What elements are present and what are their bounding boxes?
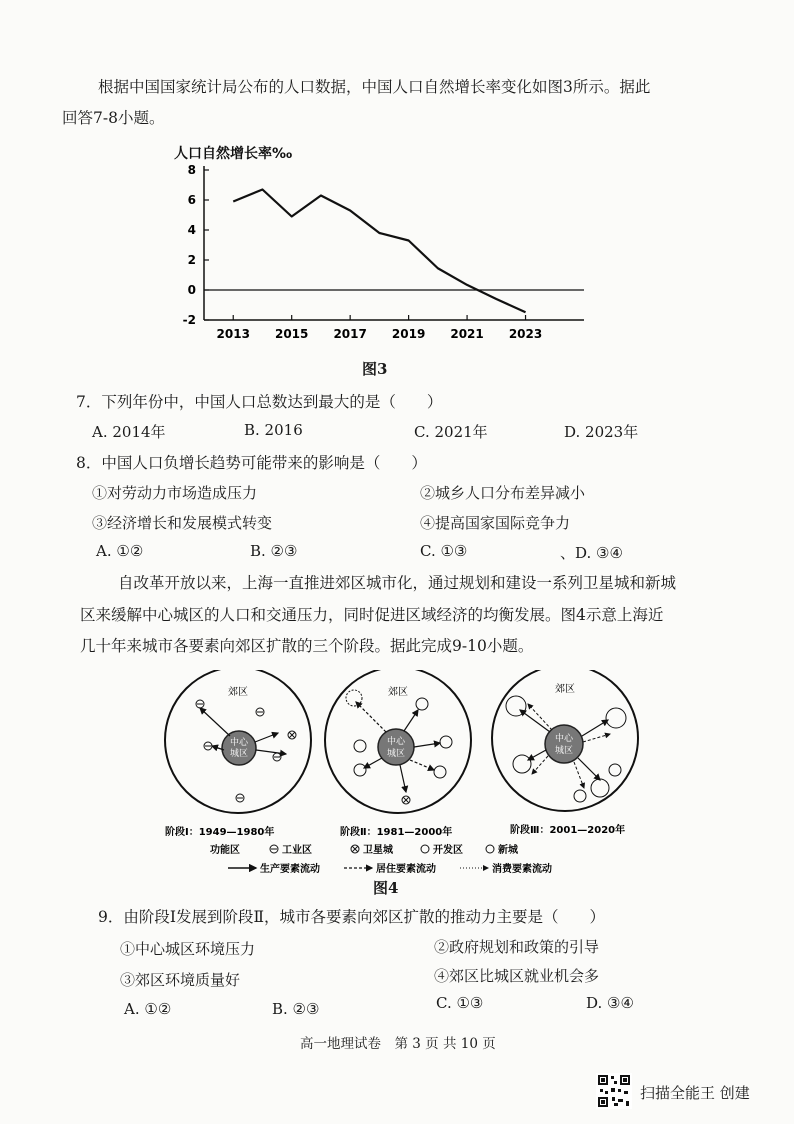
q9-option-b: B. ②③ — [272, 1000, 320, 1018]
chart-axes — [183, 163, 584, 341]
chart-x-tick-label: 2019 — [391, 327, 426, 341]
q8-option-d: 、D. ③④ — [560, 544, 623, 562]
svg-text:中心: 中心 — [386, 737, 406, 747]
center-label: 中心 — [229, 738, 249, 748]
natural-growth-chart — [150, 140, 600, 350]
chart-y-tick-label: 0 — [187, 283, 196, 297]
legend — [210, 843, 552, 875]
q9-option-d: D. ③④ — [586, 994, 634, 1012]
q7-option-b: B. 2016 — [244, 421, 303, 439]
svg-text:郊区: 郊区 — [388, 687, 408, 698]
stage-2-label: 阶段Ⅱ：1981—2000年 — [340, 827, 453, 838]
chart-y-tick-label: 2 — [187, 253, 196, 267]
suburb-label: 郊区 — [228, 687, 248, 698]
q9-item-2: ②政府规划和政策的引导 — [434, 938, 600, 956]
intro2-line-1: 自改革开放以来，上海一直推进郊区城市化，通过规划和建设一系列卫星城和新城 — [118, 574, 677, 592]
intro2-line-3: 几十年来城市各要素向郊区扩散的三个阶段。据此完成9-10小题。 — [80, 637, 534, 655]
chart-y-tick-label: 6 — [187, 193, 196, 207]
chart-x-tick-label: 2021 — [450, 327, 484, 341]
intro-line-1: 根据中国国家统计局公布的人口数据，中国人口自然增长率变化如图3所示。据此 — [98, 78, 651, 96]
svg-text:居住要素流动: 居住要素流动 — [376, 864, 436, 875]
q9-item-3: ③郊区环境质量好 — [120, 971, 241, 989]
svg-text:城区: 城区 — [386, 749, 406, 759]
q8-item-4: ④提高国家国际竞争力 — [420, 514, 571, 532]
q8-option-b: B. ②③ — [250, 542, 298, 560]
intro-line-2: 回答7-8小题。 — [62, 109, 165, 127]
fig4-caption: 图4 — [373, 879, 399, 897]
q7-option-d: D. 2023年 — [564, 423, 639, 441]
svg-text:卫星城: 卫星城 — [363, 845, 393, 856]
q9-option-a: A. ①② — [124, 1000, 172, 1018]
q8-item-1: ①对劳动力市场造成压力 — [92, 484, 258, 502]
chart-x-tick-label: 2015 — [274, 327, 309, 341]
chart-marks — [233, 190, 525, 313]
q8-item-2: ②城乡人口分布差异减小 — [420, 484, 586, 502]
chart-ylabel: 人口自然增长率‰ — [174, 146, 293, 162]
svg-text:消费要素流动: 消费要素流动 — [492, 864, 552, 875]
q8-item-3: ③经济增长和发展模式转变 — [92, 514, 273, 532]
stage-3-label: 阶段Ⅲ：2001—2020年 — [510, 825, 626, 836]
svg-text:开发区: 开发区 — [433, 845, 463, 856]
legend-title: 功能区 — [210, 845, 240, 856]
chart-y-tick-label: 4 — [187, 223, 196, 237]
q9-stem: 9．由阶段Ⅰ发展到阶段Ⅱ，城市各要素向郊区扩散的推动力主要是（ ） — [98, 908, 606, 926]
q7-option-a: A. 2014年 — [92, 423, 166, 441]
svg-text:中心: 中心 — [554, 734, 574, 744]
q9-item-4: ④郊区比城区就业机会多 — [434, 967, 600, 985]
stage-1-diagram — [165, 670, 311, 838]
suburbanization-diagram — [160, 670, 660, 880]
stage-1-label: 阶段Ⅰ：1949—1980年 — [165, 827, 275, 838]
chart-y-tick-label: 8 — [187, 163, 196, 177]
svg-text:新城: 新城 — [498, 845, 518, 856]
q7-option-c: C. 2021年 — [414, 423, 488, 441]
svg-text:郊区: 郊区 — [555, 684, 575, 695]
svg-text:城区: 城区 — [554, 746, 574, 756]
page-footer: 高一地理试卷 第 3 页 共 10 页 — [300, 1036, 496, 1052]
q7-stem: 7．下列年份中，中国人口总数达到最大的是（ ） — [76, 393, 443, 411]
chart-y-tick-label: -2 — [182, 313, 196, 327]
q9-option-c: C. ①③ — [436, 994, 484, 1012]
svg-text:生产要素流动: 生产要素流动 — [260, 864, 320, 875]
chart-x-tick-label: 2013 — [216, 327, 250, 341]
stage-2-diagram — [325, 670, 471, 838]
svg-text:城区: 城区 — [229, 749, 249, 759]
q8-option-a: A. ①② — [96, 542, 144, 560]
qr-code-icon — [596, 1073, 632, 1109]
chart-x-tick-label: 2023 — [508, 327, 543, 341]
q8-stem: 8．中国人口负增长趋势可能带来的影响是（ ） — [76, 454, 427, 472]
svg-text:工业区: 工业区 — [282, 845, 312, 856]
q8-option-c: C. ①③ — [420, 542, 468, 560]
q9-item-1: ①中心城区环境压力 — [120, 940, 256, 958]
fig3-caption: 图3 — [362, 360, 388, 378]
stage-3-diagram — [492, 670, 638, 836]
chart-series-line — [233, 190, 525, 313]
intro2-line-2: 区来缓解中心城区的人口和交通压力，同时促进区域经济的均衡发展。图4示意上海近 — [80, 606, 664, 624]
chart-x-tick-label: 2017 — [333, 327, 367, 341]
watermark-text: 扫描全能王 创建 — [640, 1084, 750, 1102]
